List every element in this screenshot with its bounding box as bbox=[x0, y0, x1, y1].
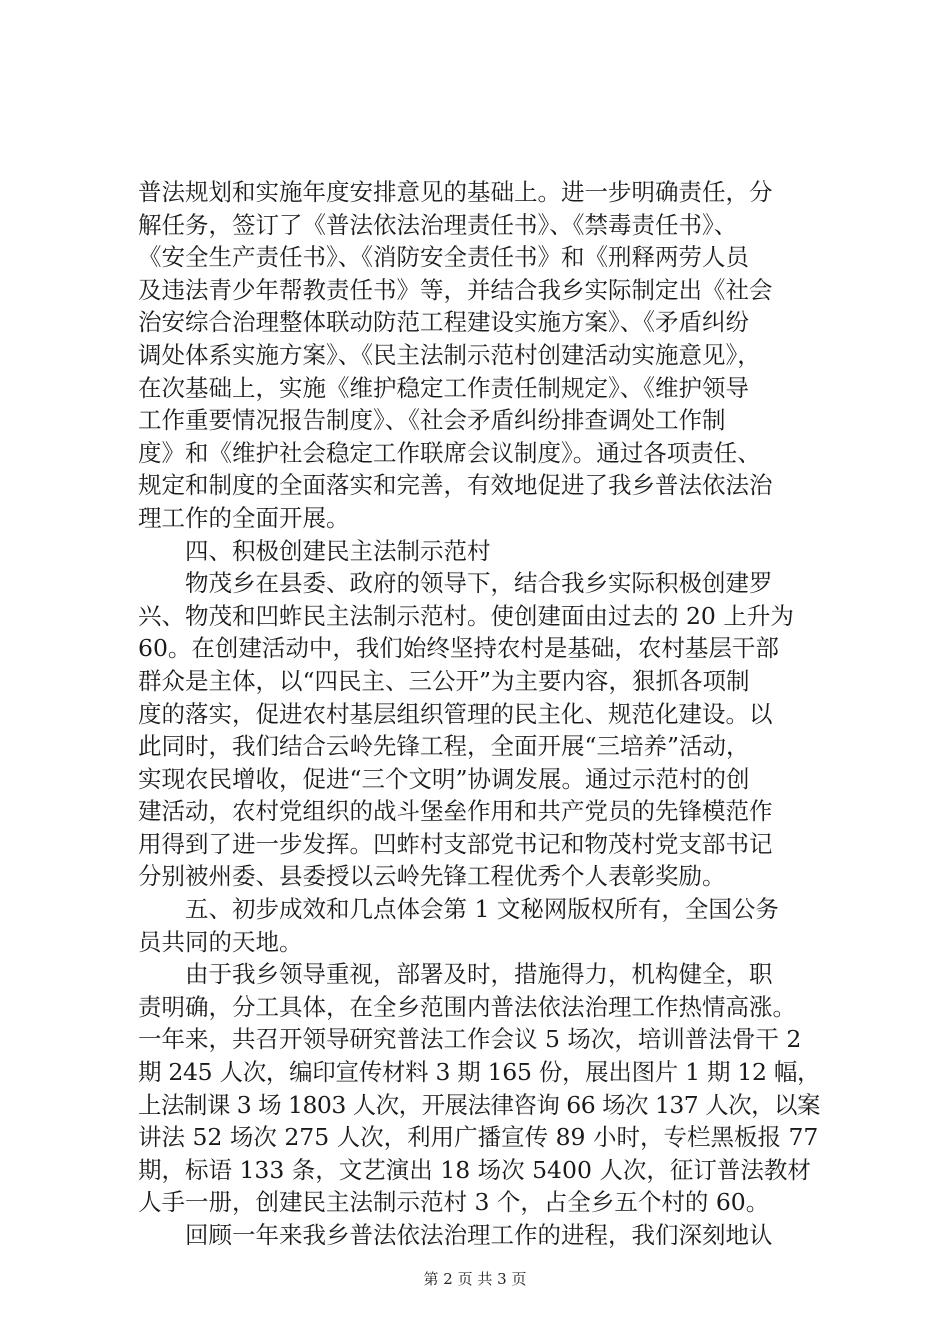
text-line: 调处体系实施方案》、《民主法制示范村创建活动实施意见》， bbox=[138, 340, 761, 369]
text-line: 规定和制度的全面落实和完善，有效地促进了我乡普法依法治 bbox=[138, 471, 773, 500]
text-line: 在次基础上，实施《维护稳定工作责任制规定》、《维护领导 bbox=[138, 373, 749, 402]
text-line: 责明确，分工具体，在全乡范围内普法依法治理工作热情高涨。 bbox=[138, 992, 796, 1021]
text-line: 五、初步成效和几点体会第 1 文秘网版权所有，全国公务 bbox=[185, 895, 779, 924]
text-line: 解任务，签订了《普法依法治理责任书》、《禁毒责任书》、 bbox=[138, 210, 738, 239]
document-body bbox=[138, 176, 828, 1252]
text-line: 人手一册，创建民主法制示范村 3 个，占全乡五个村的 60。 bbox=[138, 1188, 770, 1217]
text-line: 期 245 人次，编印宣传材料 3 期 165 份，展出图片 1 期 12 幅， bbox=[138, 1058, 821, 1087]
text-line: 员共同的天地。 bbox=[138, 927, 303, 956]
text-line: 物茂乡在县委、政府的领导下，结合我乡实际积极创建罗 bbox=[185, 569, 773, 598]
text-line: 兴、物茂和凹蚱民主法制示范村。使创建面由过去的 20 上升为 bbox=[138, 601, 794, 630]
text-line: 工作重要情况报告制度》、《社会矛盾纠纷排查调处工作制 bbox=[138, 406, 726, 435]
text-line: 《安全生产责任书》、《消防安全责任书》和《刑释两劳人员 bbox=[138, 243, 749, 272]
text-line: 治安综合治理整体联动防范工程建设实施方案》、《矛盾纠纷 bbox=[138, 308, 749, 337]
text-line: 度》和《维护社会稳定工作联席会议制度》。通过各项责任、 bbox=[138, 438, 761, 467]
text-line: 回顾一年来我乡普法依法治理工作的进程，我们深刻地认 bbox=[185, 1221, 773, 1249]
text-line: 普法规划和实施年度安排意见的基础上。进一步明确责任，分 bbox=[138, 178, 773, 206]
text-line: 60。在创建活动中，我们始终坚持农村是基础，农村基层干部 bbox=[138, 634, 779, 663]
page-footer: 第 2 页 共 3 页 bbox=[423, 1270, 527, 1288]
text-line: 建活动，农村党组织的战斗堡垒作用和共产党员的先锋模范作 bbox=[138, 797, 773, 826]
text-line: 讲法 52 场次 275 人次，利用广播宣传 89 小时，专栏黑板报 77 bbox=[138, 1123, 819, 1152]
text-line: 上法制课 3 场 1803 人次，开展法律咨询 66 场次 137 人次，以案 bbox=[138, 1090, 820, 1119]
text-line: 一年来，共召开领导研究普法工作会议 5 场次，培训普法骨干 2 bbox=[138, 1025, 802, 1054]
text-line: 理工作的全面开展。 bbox=[138, 503, 350, 532]
text-line: 此同时，我们结合云岭先锋工程，全面开展“三培养”活动， bbox=[138, 732, 750, 761]
text-line: 期，标语 133 条，文艺演出 18 场次 5400 人次，征订普法教材 bbox=[138, 1155, 811, 1184]
text-line: 四、积极创建民主法制示范村 bbox=[185, 536, 491, 565]
text-line: 度的落实，促进农村基层组织管理的民主化、规范化建设。以 bbox=[138, 699, 773, 728]
text-line: 由于我乡领导重视，部署及时，措施得力，机构健全，职 bbox=[185, 960, 773, 989]
text-line: 及违法青少年帮教责任书》等，并结合我乡实际制定出《社会 bbox=[138, 275, 773, 304]
text-line: 用得到了进一步发挥。凹蚱村支部党书记和物茂村党支部书记 bbox=[138, 829, 773, 858]
text-line: 分别被州委、县委授以云岭先锋工程优秀个人表彰奖励。 bbox=[138, 862, 726, 891]
text-line: 实现农民增收，促进“三个文明”协调发展。通过示范村的创 bbox=[138, 764, 750, 793]
text-line: 群众是主体，以“四民主、三公开”为主要内容，狠抓各项制 bbox=[138, 666, 750, 695]
